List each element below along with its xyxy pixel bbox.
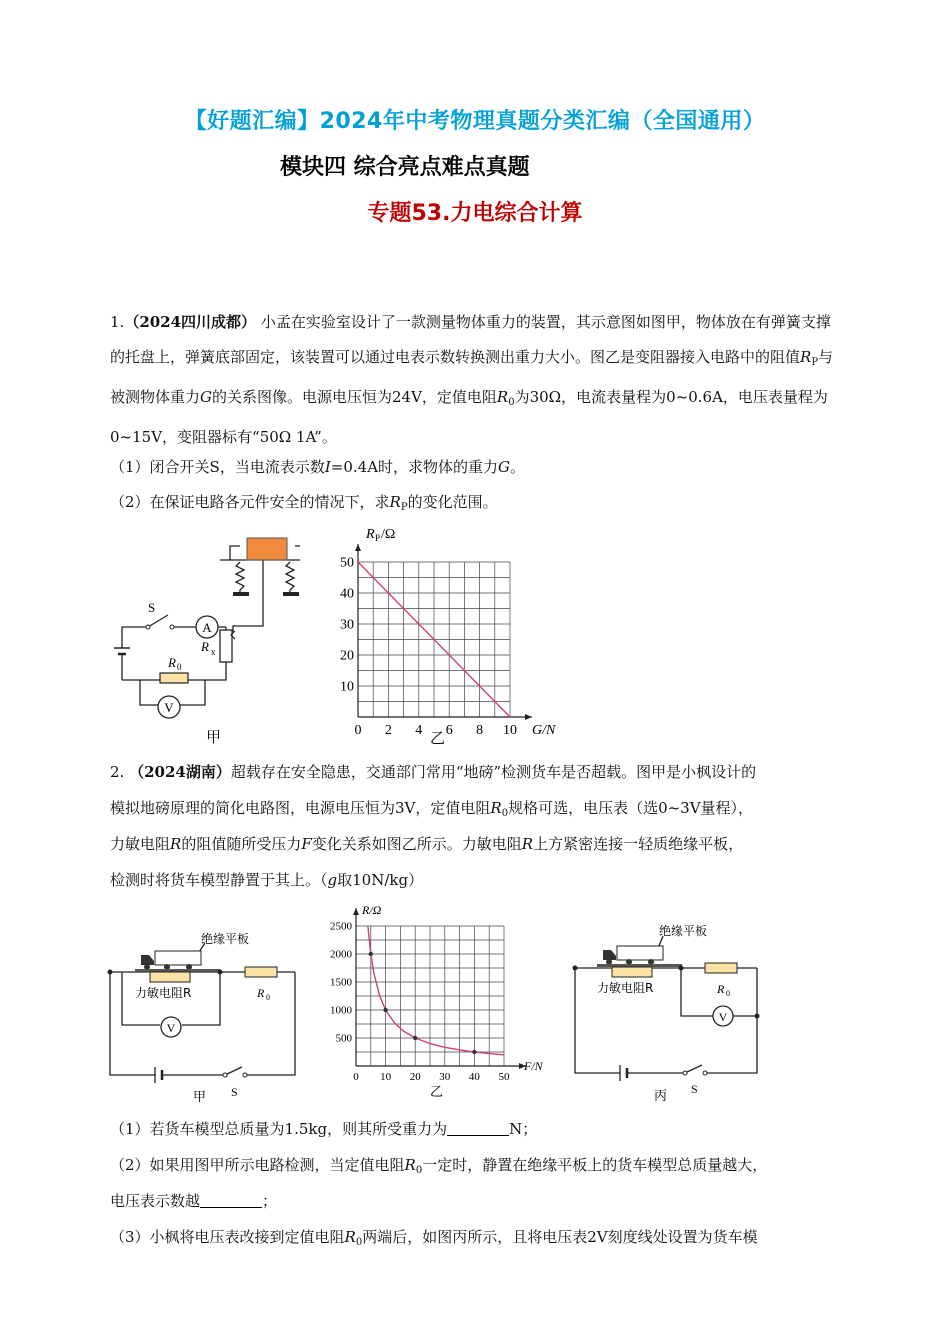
topic-title: 专题53.力电综合计算	[367, 201, 583, 226]
q2-line3-d: 上方紧密连接一轻质绝缘平板，	[533, 835, 744, 853]
y-axis-label-sub: P	[375, 533, 381, 543]
y-axis-arrow	[353, 908, 359, 915]
q2-line3-var-f: F	[301, 835, 312, 853]
y-tick-label: 30	[340, 617, 354, 633]
sensor-label: 力敏电阻R	[135, 986, 192, 1000]
truck-cab	[141, 955, 154, 965]
q1-stem	[110, 305, 840, 455]
q1-sub1-var-g: G	[498, 458, 511, 476]
q2-line4-a: 检测时将货车模型静置于其上。（	[110, 871, 328, 889]
r0-label-sub: 0	[266, 993, 270, 1002]
q1-sub2-a: （2）在保证电路各元件安全的情况下，求	[110, 493, 390, 511]
rx-label-sub: x	[211, 647, 216, 657]
y-axis-label-unit: /Ω	[381, 527, 396, 542]
q1-caption-jia: 甲	[206, 728, 222, 746]
q2-caption-bing: 丙	[654, 1089, 668, 1104]
data-point	[413, 1036, 417, 1040]
q2-line3	[110, 833, 743, 854]
q2-sub3-b: 两端后，如图丙所示，且将电压表2V刻度线处设置为货车模	[362, 1228, 758, 1246]
q2-sub2-end: ；	[262, 1192, 278, 1210]
q2-sub2-line2: 电压表示数越	[110, 1192, 201, 1210]
q2-sub2-cont	[110, 1190, 277, 1211]
data-point	[383, 1008, 387, 1012]
x-tick-label: 50	[498, 1071, 510, 1083]
q2-line4	[110, 869, 423, 890]
x-tick-label: 8	[476, 723, 484, 738]
switch-blade	[685, 1065, 702, 1073]
y-tick-label: 40	[340, 586, 354, 602]
q1-caption-yi: 乙	[430, 729, 446, 747]
x-tick-label: 30	[439, 1071, 451, 1083]
spring-right	[286, 562, 294, 596]
spring-left	[236, 562, 244, 596]
r0-label-sub: 0	[726, 989, 730, 998]
q2-sub2-var: R	[404, 1156, 416, 1174]
x-tick-label: 4	[415, 723, 423, 738]
plate-label: 绝缘平板	[659, 924, 708, 938]
voltmeter-label: V	[166, 1021, 176, 1035]
q2-sub2-sub: 0	[415, 1165, 423, 1176]
q2-sub3-sub: 0	[355, 1237, 363, 1248]
switch-terminal-b	[170, 625, 174, 629]
q1-sub1-a: （1）闭合开关S，当电流表示数	[110, 458, 325, 476]
junction-right	[755, 1014, 760, 1019]
x-tick-label: 6	[445, 723, 453, 738]
junction-left	[573, 966, 578, 971]
q1-sub1-c: 。	[510, 458, 526, 476]
q1-sub2-var: R	[389, 493, 401, 511]
q2-line1	[110, 761, 756, 782]
y-tick-label: 1000	[330, 1004, 352, 1017]
x-tick-label: 0	[353, 1071, 359, 1083]
q2-circuit-bing	[565, 918, 775, 1118]
q1-sub-p: P	[811, 357, 819, 368]
x-axis-arrow	[525, 714, 532, 720]
resistor-r0	[245, 967, 277, 977]
q1-var-g: G	[200, 388, 212, 406]
q2-line4-var-g: g	[327, 871, 338, 889]
q2-sub3-var: R	[344, 1228, 356, 1246]
weight-block	[247, 538, 287, 560]
resistor-r0	[705, 963, 737, 973]
junction-left	[108, 970, 113, 975]
x-tick-label: 40	[468, 1071, 480, 1083]
q1-sub1-b: =0.4A时，求物体的重力	[330, 458, 499, 476]
q2-line2-sub: 0	[501, 808, 509, 819]
q2-sub2	[110, 1154, 767, 1176]
q2-sub3	[110, 1226, 758, 1248]
switch-label: S	[148, 600, 156, 615]
switch-terminal-b	[703, 1071, 707, 1075]
y-tick-label: 2500	[330, 920, 352, 933]
wire-right	[245, 972, 295, 1075]
x-tick-label: 10	[380, 1071, 392, 1083]
q2-source: （2024湖南）	[129, 763, 231, 781]
rx-label: R	[201, 639, 209, 654]
ammeter-label: A	[202, 620, 212, 635]
r0-label: R	[257, 986, 265, 1000]
switch-terminal-b	[243, 1073, 247, 1077]
q1-text-c: 的关系图像。电源电压恒为24V，定值电阻	[212, 388, 497, 406]
q1-circuit-figure	[100, 520, 300, 750]
wire-v-left	[681, 968, 713, 1016]
switch-blade	[148, 615, 168, 627]
document-title: 【好题汇编】2024年中考物理真题分类汇编（全国通用）	[184, 109, 766, 134]
q1-number: 1.	[110, 313, 125, 331]
wire-rx-bottom	[205, 662, 226, 680]
q2-circuit-jia	[105, 925, 305, 1115]
sensor-label: 力敏电阻R	[597, 981, 654, 995]
q1-chart	[325, 518, 575, 748]
answer-blank-2[interactable]	[200, 1193, 262, 1208]
y-axis-label: R	[366, 527, 375, 542]
q1-text-a: 小孟在实验室设计了一款测量物体重力的装置，其示意图如图甲，物体放在有弹簧支撑的托盘上，弹簧底部固定，该装置可以通过电表示数转换测出重力大小。图乙是变阻器接入电路中的阻值	[110, 313, 831, 366]
switch-blade	[225, 1067, 242, 1075]
q2-line2-a: 模拟地磅原理的简化电路图，电源电压恒为3V，定值电阻	[110, 799, 491, 817]
x-tick-label: 2	[384, 723, 392, 738]
q1-sub-0: 0	[508, 397, 515, 408]
x-axis-label: F/N	[524, 1059, 543, 1073]
q2-sub2-b: 一定时，静置在绝缘平板上的货车模型总质量越大，	[422, 1156, 768, 1174]
q1-text-b: 与被测物体重力	[110, 348, 834, 406]
module-title: 模块四 综合亮点难点真题	[280, 155, 530, 180]
voltmeter-label: V	[164, 700, 174, 715]
series-line	[368, 926, 504, 1055]
q2-line3-c: 变化关系如图乙所示。力敏电阻	[311, 835, 522, 853]
q2-sub2-a: （2）如果用图甲所示电路检测，当定值电阻	[110, 1156, 405, 1174]
switch-label: S	[231, 1085, 238, 1099]
q2-caption-jia: 甲	[193, 1090, 207, 1105]
force-sensor	[612, 967, 652, 977]
junction-mid	[679, 966, 684, 971]
y-tick-label: 2000	[330, 948, 352, 961]
x-tick-label: 0	[354, 723, 362, 738]
tray-left-lip	[230, 546, 240, 560]
q2-line3-b: 的阻值随所受压力	[181, 835, 302, 853]
data-point	[369, 952, 373, 956]
q2-line3-a: 力敏电阻	[110, 835, 171, 853]
spring-base-left	[233, 592, 249, 596]
r0-label-sub: 0	[177, 662, 182, 672]
truck-body	[155, 951, 201, 965]
y-tick-label: 10	[340, 679, 354, 695]
y-tick-label: 20	[340, 648, 354, 664]
q2-line3-var-r: R	[521, 835, 534, 853]
wire-v-left	[140, 680, 158, 705]
junction-right	[218, 970, 223, 975]
q1-sub2-sub: P	[400, 502, 408, 513]
wire-left-top	[122, 627, 148, 648]
y-tick-label: 1500	[330, 976, 352, 989]
y-axis-label: R/Ω	[362, 903, 382, 917]
switch-label: S	[691, 1082, 698, 1096]
q2-caption-yi: 乙	[430, 1085, 444, 1100]
q2-line2	[110, 797, 753, 819]
q2-line1-text: 超载存在安全隐患，交通部门常用“地磅”检测货车是否超载。图甲是小枫设计的	[230, 763, 757, 781]
r0-label: R	[168, 655, 176, 670]
y-tick-label: 50	[340, 555, 354, 571]
q2-line2-var: R	[490, 799, 502, 817]
q1-var-rp: R	[800, 348, 812, 366]
q2-sub1	[110, 1118, 537, 1139]
q1-var-r0: R	[496, 388, 509, 406]
x-axis-label: G/N	[532, 723, 556, 738]
q1-sub1	[110, 456, 525, 477]
answer-blank-1[interactable]	[447, 1121, 509, 1136]
voltmeter-label: V	[718, 1010, 728, 1024]
q2-sub3-a: （3）小枫将电压表改接到定值电阻	[110, 1228, 345, 1246]
r0-label: R	[717, 982, 725, 996]
y-axis-arrow	[355, 544, 361, 551]
switch-terminal-a	[683, 1071, 687, 1075]
q2-line4-b: 取10N/kg）	[337, 871, 424, 889]
x-tick-label: 20	[409, 1071, 421, 1083]
x-tick-label: 10	[503, 723, 517, 738]
rheostat-rx	[220, 630, 232, 662]
switch-terminal-a	[146, 625, 150, 629]
resistor-r0	[160, 673, 188, 683]
q1-text-d: 为30Ω，电流表量程为0~0.6A，电压表量程为0~15V，变阻器标有“50Ω 1A”。	[110, 388, 828, 446]
truck-cab	[603, 950, 616, 960]
tray-right-lip	[295, 546, 300, 560]
data-point	[472, 1050, 476, 1054]
q2-sub1-a: （1）若货车模型总质量为1.5kg，则其所受重力为	[110, 1120, 448, 1138]
spring-base-right	[283, 592, 299, 596]
q1-sub2	[110, 491, 498, 513]
q2-sub1-b: N；	[509, 1120, 538, 1138]
switch-terminal-a	[223, 1073, 227, 1077]
q2-number: 2.	[110, 763, 125, 781]
wire-v-right	[180, 680, 205, 705]
q1-sub1-var-i: I	[324, 458, 331, 476]
y-tick-label: 500	[335, 1032, 352, 1045]
q1-source: （2024四川成都）	[124, 313, 257, 331]
q2-chart	[318, 900, 558, 1115]
q2-line2-b: 规格可选，电压表（选0~3V量程），	[508, 799, 754, 817]
q1-sub2-b: 的变化范围。	[407, 493, 498, 511]
plate-label: 绝缘平板	[201, 932, 250, 946]
q2-line3-var: R	[170, 835, 182, 853]
force-sensor	[150, 972, 190, 982]
truck-body	[617, 946, 663, 960]
